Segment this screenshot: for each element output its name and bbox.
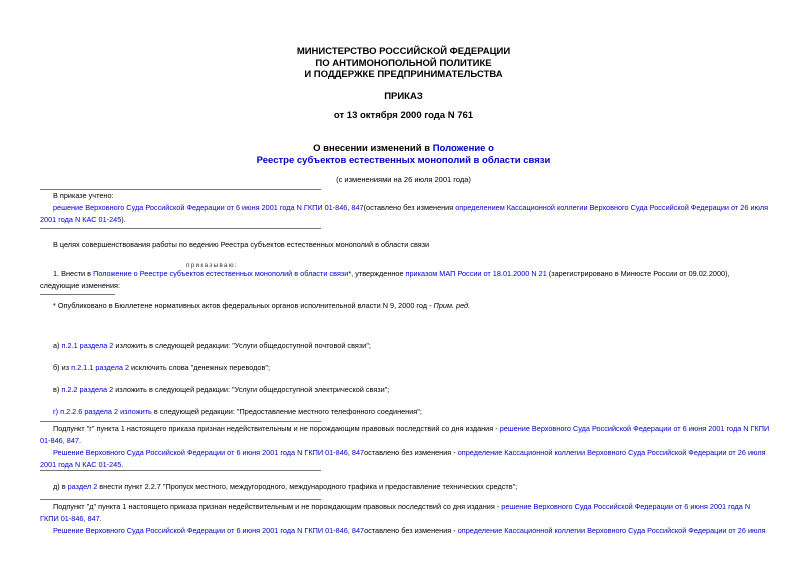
item-1-mid: *, утвержденное bbox=[348, 269, 406, 278]
divider bbox=[40, 499, 321, 500]
intro-paragraph bbox=[40, 239, 770, 251]
item-c bbox=[40, 384, 770, 396]
footnote-divider bbox=[40, 294, 115, 295]
footnote-text: * Опубликовано в Бюллетене нормативных актов федеральных органов исполнительной власти N 9, 2000 год - bbox=[53, 301, 434, 310]
note-d-end-1: . bbox=[99, 514, 102, 523]
subject-link-1[interactable]: Положение о bbox=[432, 143, 494, 154]
document-date: от 13 октября 2000 года N 761 bbox=[333, 110, 474, 121]
regulation-link[interactable]: Положение о Реестре субъектов естественных монополий в области связи bbox=[93, 269, 349, 278]
item-c-link[interactable]: п.2.2 раздела 2 bbox=[61, 385, 114, 394]
cassation-ruling-link[interactable]: определением Кассационной коллегии Верховного Суда Российской Федерации от 26 июля 2001 года N КАС 01-245 bbox=[40, 203, 769, 224]
note-d-prefix: Подпункт "д" пункта 1 настоящего приказа признан недействительным и не порождающим правовых последствий со дня издания - bbox=[53, 502, 502, 511]
item-b-link[interactable]: п.2.1.1 раздела 2 bbox=[71, 363, 130, 372]
ministry-line-3: И ПОДДЕРЖКЕ ПРЕДПРИНИМАТЕЛЬСТВА bbox=[304, 69, 503, 80]
item-a-prefix: а) bbox=[53, 341, 62, 350]
order-word-text: приказываю: bbox=[186, 262, 238, 269]
taken-into-account-block bbox=[40, 190, 770, 226]
intro-text: В целях совершенствования работы по ведению Реестра субъектов естественных монополий в области связи bbox=[53, 240, 430, 249]
ministry-header bbox=[0, 46, 807, 81]
note-g-decision-link-2[interactable]: Решение Верховного Суда Российской Федерации от 6 июня 2001 года N ГКПИ 01-846, 847 bbox=[53, 448, 365, 457]
item-c-prefix: в) bbox=[53, 385, 62, 394]
item-a-text: изложить в следующей редакции: "Услуги общедоступной почтовой связи"; bbox=[113, 341, 371, 350]
item-d-link[interactable]: раздел 2 bbox=[67, 482, 98, 491]
note-d-mid: оставлено без изменения - bbox=[364, 526, 458, 535]
note-g-end-1: . bbox=[78, 436, 81, 445]
note-g bbox=[40, 423, 770, 471]
divider bbox=[40, 421, 321, 422]
item-1-prefix: 1. Внести в bbox=[53, 269, 94, 278]
note-d-cassation-link[interactable]: определение Кассационной коллегии Верховного Суда Российской Федерации от 26 июля bbox=[457, 526, 766, 535]
subject-link-2[interactable]: Реестре субъектов естественных монополий в области связи bbox=[256, 154, 551, 166]
note-d bbox=[40, 501, 770, 537]
taken-into-account-label: В приказе учтено: bbox=[53, 191, 114, 200]
item-b-text: исключить слова "денежных переводов"; bbox=[129, 363, 270, 372]
item-d-text: внести пункт 2.2.7 "Пропуск местного, междугородного, международного трафика и предоставление технических средств"; bbox=[97, 482, 518, 491]
taken-into-account-end: ). bbox=[121, 215, 126, 224]
divider bbox=[40, 470, 321, 471]
footnote bbox=[40, 300, 770, 312]
item-g-text: в следующей редакции: "Предоставление местного телефонного соединения"; bbox=[151, 407, 422, 416]
edition-note: (с изменениями на 26 июля 2001 года) bbox=[336, 175, 471, 184]
item-g-link[interactable]: г) п.2.2.6 раздела 2 изложить bbox=[53, 407, 152, 416]
note-g-cassation-link[interactable]: определение Кассационной коллегии Верховного Суда Российской Федерации от 26 июля 2001 года N КАС 01-245 bbox=[40, 448, 766, 469]
item-1-end: (зарегистрировано в Минюсте России от 09.02.2000), следующие изменения: bbox=[40, 269, 730, 290]
document-title: ПРИКАЗ bbox=[384, 91, 423, 102]
subject-prefix: О внесении изменений в bbox=[313, 143, 433, 154]
item-d bbox=[40, 481, 770, 493]
item-d-prefix: д) в bbox=[53, 482, 68, 491]
note-g-decision-link[interactable]: решение Верховного Суда Российской Федерации от 6 июня 2001 года N ГКПИ 01-846, 847 bbox=[40, 424, 770, 445]
court-decision-link[interactable]: решение Верховного Суда Российской Федерации от 6 июня 2001 года N ГКПИ 01-846, 847 bbox=[53, 203, 364, 212]
ministry-line-2: ПО АНТИМОНОПОЛЬНОЙ ПОЛИТИКЕ bbox=[315, 57, 492, 69]
item-c-text: изложить в следующей редакции: "Услуги общедоступной электрической связи"; bbox=[113, 385, 390, 394]
note-g-prefix: Подпункт "г" пункта 1 настоящего приказа признан недействительным и не порождающим правовых последствий со дня издания - bbox=[53, 424, 500, 433]
item-1 bbox=[40, 268, 770, 292]
footnote-italic: Прим. ред. bbox=[433, 301, 471, 310]
document-subject bbox=[0, 143, 807, 166]
note-g-mid: оставлено без изменения - bbox=[364, 448, 458, 457]
note-d-decision-link[interactable]: решение Верховного Суда Российской Федерации от 6 июня 2001 года N ГКПИ 01-846, 847 bbox=[40, 502, 751, 523]
divider bbox=[40, 228, 321, 229]
note-d-decision-link-2[interactable]: Решение Верховного Суда Российской Федерации от 6 июня 2001 года N ГКПИ 01-846, 847 bbox=[53, 526, 365, 535]
taken-into-account-mid: (оставлено без изменения bbox=[363, 203, 456, 212]
item-b-prefix: б) из bbox=[53, 363, 72, 372]
map-order-link[interactable]: приказом МАП России от 18.01.2000 N 21 bbox=[405, 269, 547, 278]
item-a bbox=[40, 340, 770, 352]
item-b bbox=[40, 362, 770, 374]
ministry-line-1: МИНИСТЕРСТВО РОССИЙСКОЙ ФЕДЕРАЦИИ bbox=[296, 46, 511, 57]
item-a-link[interactable]: п.2.1 раздела 2 bbox=[61, 341, 114, 350]
item-g bbox=[40, 406, 770, 418]
note-g-end-2: . bbox=[121, 460, 124, 469]
